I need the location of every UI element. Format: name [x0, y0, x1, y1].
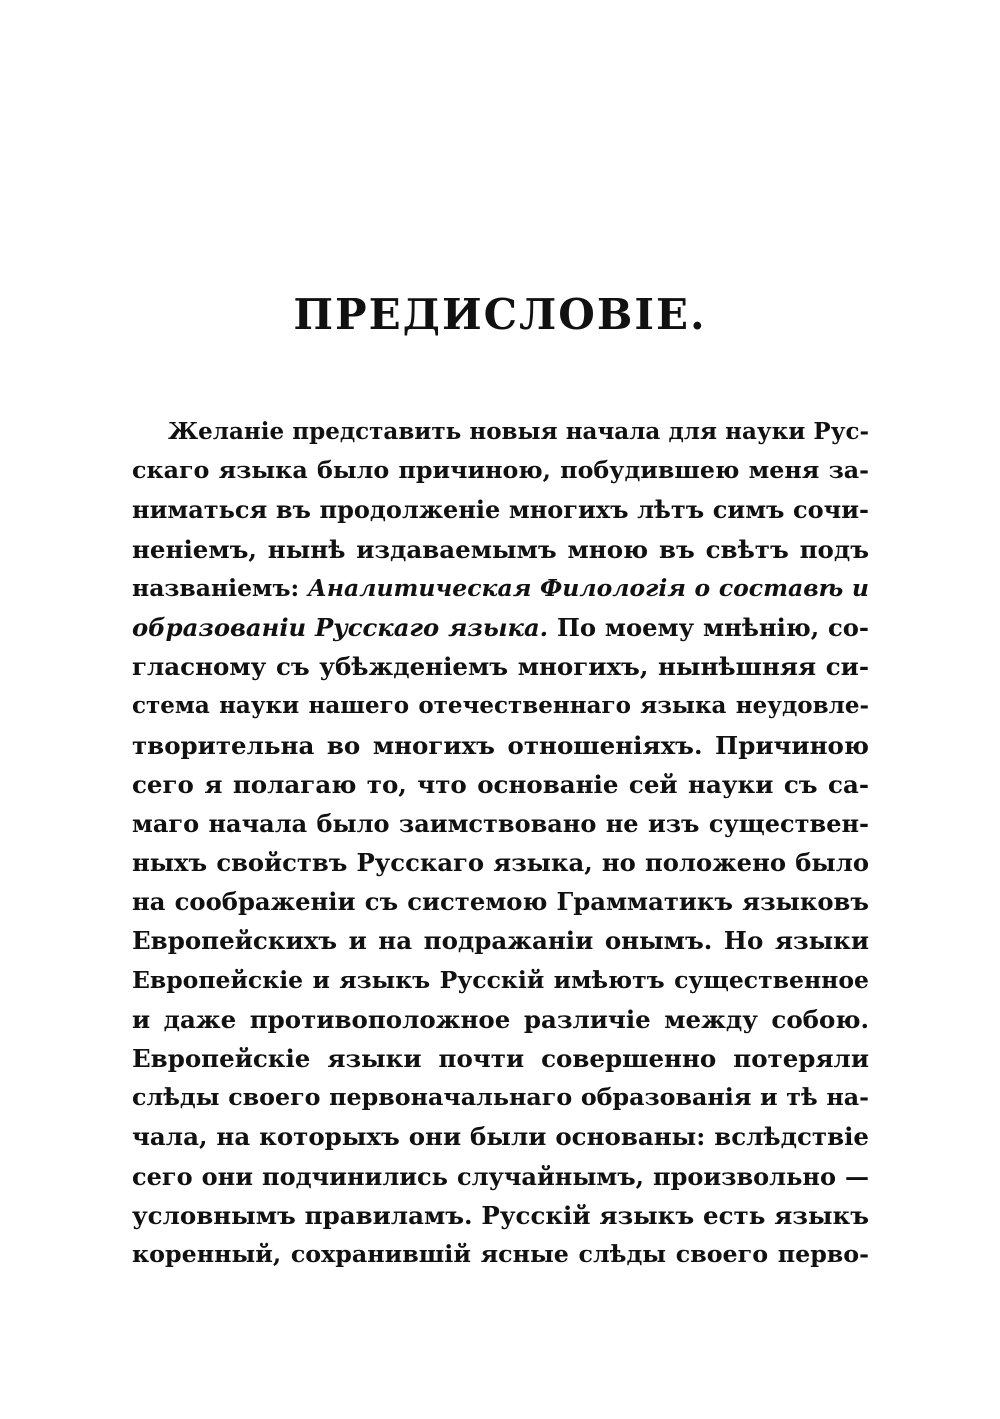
text-line: Желаніе представить новыя начала для науки Рус- [168, 418, 869, 445]
text-line: чала, на которыхъ они были основаны: вслѣдствіе [132, 1122, 869, 1152]
text-line: Европейскіе языки почти совершенно потеряли [132, 1044, 869, 1073]
text-line: Европейскихъ и на подражаніи онымъ. Но языки [132, 926, 869, 956]
text-line: сего я полагаю то, что основаніе сей науки съ са- [132, 769, 869, 799]
text-line: ныхъ свойствъ Русскаго языка, но положено было [132, 848, 869, 878]
book-title-italic: Аналитическая Филологія о составѣ и [307, 573, 869, 602]
text-line: коренный, сохранившій ясные слѣды своего перво- [132, 1239, 869, 1268]
page-title: ПРЕДИСЛОВІЕ. [293, 290, 707, 339]
text-line: ниматься въ продолженіе многихъ лѣтъ симъ сочи- [132, 495, 869, 525]
text-line: маго начала было заимствовано не изъ существен- [132, 808, 869, 838]
text-line: гласному съ убѣжденіемъ многихъ, нынѣшняя си- [132, 652, 869, 682]
text-line: и даже противоположное различіе между собою. [132, 1004, 869, 1034]
book-title-italic: образованіи Русскаго языка. [132, 612, 549, 642]
text-line: условнымъ правиламъ. Русскій языкъ есть языкъ [132, 1200, 869, 1230]
text-line: стема науки нашего отечественнаго языка неудовле- [132, 692, 869, 720]
text-line: творительна во многихъ отношеніяхъ. Причиною [132, 730, 869, 760]
text-line: слѣды своего первоначальнаго образованія и тѣ на- [132, 1083, 869, 1112]
preface-paragraph [132, 412, 869, 1274]
text-line: на соображеніи съ системою Грамматикъ языковъ [132, 887, 869, 917]
text-line: сего они подчинились случайнымъ, произвольно — [132, 1161, 869, 1191]
text-line: скаго языка было причиною, побудившею меня за- [132, 456, 869, 485]
text-line: Европейскіе и языкъ Русскій имѣютъ существенное [132, 965, 869, 994]
text-line: неніемъ, нынѣ издаваемымъ мною въ свѣтъ подъ [132, 534, 869, 564]
text-line: образованіи Русскаго языка. По моему мнѣнію, со- [132, 612, 869, 642]
text-line: названіемъ: Аналитическая Филологія о составѣ и [132, 573, 869, 602]
